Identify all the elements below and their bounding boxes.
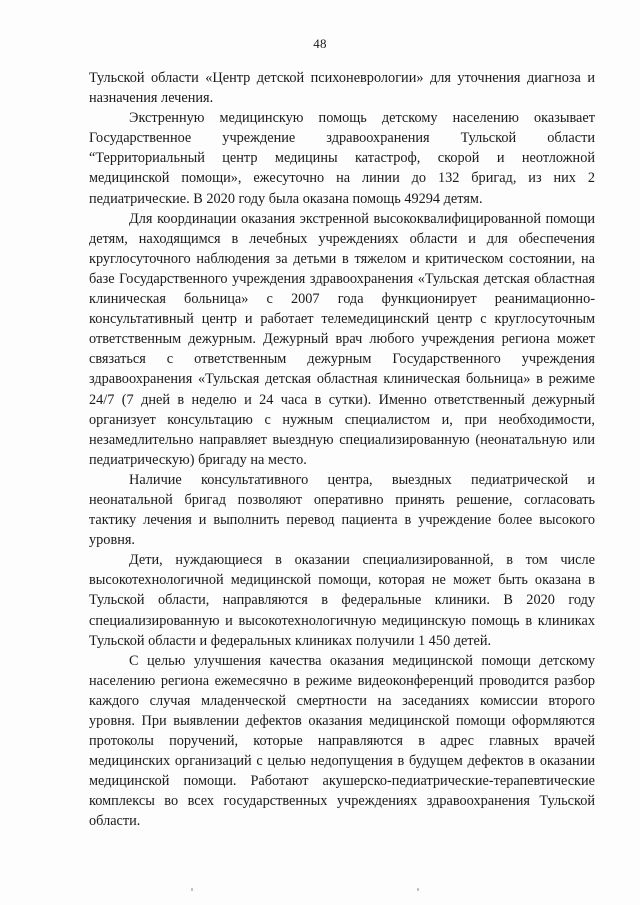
paragraph-consultative-center: Наличие консультативного центра, выездных педиатрической и неонатальной бригад позволяют оперативно принять решение, согласовать тактику лечения и выполнить перевод пациента в учреждение более высокого уровня. — [89, 471, 595, 549]
paragraph-emergency-care: Экстренную медицинскую помощь детскому населению оказывает Государственное учреждение здравоохранения Тульской области “Территориальный центр медицины катастроф, скорой и неотложной медицинской помощи», ежесуточно на линии до 132 бригад, из них 2 педиатрические. В 2020 году была оказана помощь 49294 детям. — [89, 110, 595, 207]
paragraph-coordination-center: Для координации оказания экстренной высококвалифицированной помощи детям, находящимся в лечебных учреждениях области и для обеспечения круглосуточного наблюдения за детьми в тяжелом и критическом состоянии, на базе Государственного учреждения здравоохранения «Тульская детская областная клиническая больница» с 2007 года функционирует реанимационно-консультативный центр и работает телемедицинский центр с круглосуточным ответственным дежурным. Дежурный врач любого учреждения региона может связаться с ответственным дежурным Государственного учреждения здравоохранения «Тульская детская областная клиническая больница» в режиме 24/7 (7 дней в неделю и 24 часа в сутки). Именно ответственный дежурный организует консультацию с нужным специалистом и, при необходимости, незамедлительно направляет выездную специализированную (неонатальную или педиатрическую) бригаду на место. — [89, 210, 595, 468]
page-number: 48 — [313, 36, 327, 51]
paragraph-quality-improvement: С целью улучшения качества оказания медицинской помощи детскому населению региона ежемесячно в режиме видеоконференций проводится разбор каждого случая младенческой смертности на заседаниях комиссии второго уровня. При выявлении дефектов оказания медицинской помощи оформляются протоколы поручений, которые направляются в адрес главных врачей медицинских организаций с целью недопущения в будущем дефектов в оказании медицинской помощи. Работают акушерско-педиатрические-терапевтические комплексы во всех государственных учреждениях здравоохранения Тульской области. — [89, 652, 595, 830]
scan-artifact-left — [191, 888, 193, 891]
paragraph-federal-clinics: Дети, нуждающиеся в оказании специализированной, в том числе высокотехнологичной медицинской помощи, которая не может быть оказана в Тульской области, направляются в федеральные клиники. В 2020 году специализированную и высокотехнологичную медицинскую помощь в клиниках Тульской области и федеральных клиниках получили 1 450 детей. — [89, 552, 595, 649]
scan-artifact-right — [417, 888, 419, 891]
paragraph-continuation: Тульской области «Центр детской психоневрологии» для уточнения диагноза и назначения лечения. — [89, 70, 595, 107]
document-body — [89, 68, 595, 832]
